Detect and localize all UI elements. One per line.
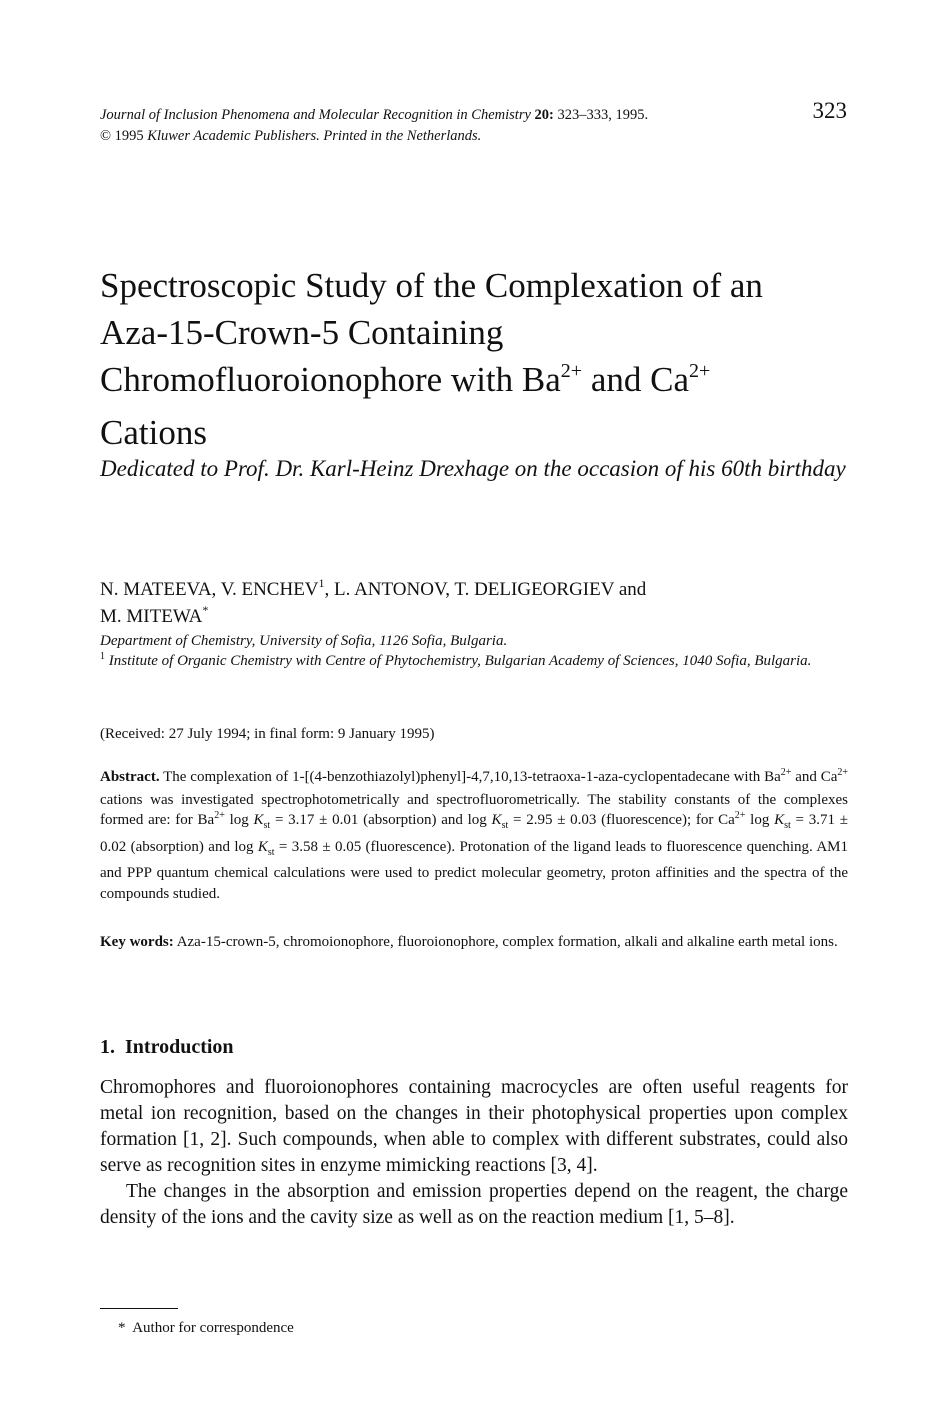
abstract-text: = 2.95 ± 0.03 (fluorescence); for Ca [508, 812, 735, 828]
copyright-line [100, 126, 800, 147]
copyright-year: 1995 [114, 128, 144, 144]
author-line-2 [100, 604, 860, 631]
abstract-text: = 3.58 ± 0.05 (fluorescence). Protonation of the ligand leads to fluorescence quenching. AM1 and PPP quantum chemical calculations were used to predict molecular geometry, proton affinities and the spectra of the compounds studied. [100, 838, 849, 902]
title-line-1: Spectroscopic Study of the Complexation of an [100, 266, 763, 305]
title-text-3: Chromofluoroionophore with Ba [100, 360, 561, 399]
paragraph-2: The changes in the absorption and emission properties depend on the reagent, the charge density of the ions and the cavity size as well as on the reaction medium [1, 5–8]. [100, 1181, 848, 1228]
affiliations [100, 631, 860, 673]
abstract-text: = 3.17 ± 0.01 (absorption) and log [270, 812, 492, 828]
page-number: 323 [812, 98, 847, 123]
section-number: 1. [100, 1036, 115, 1058]
journal-pages-year: 323–333, 1995. [557, 107, 649, 123]
abstract-sub-st: st [263, 820, 271, 831]
received-dates: (Received: 27 July 1994; in final form: 9 January 1995) [100, 726, 435, 742]
paragraph-1: Chromophores and fluoroionophores containing macrocycles are often useful reagents for metal ion recognition, based on the changes in their photophysical properties upon complex formation [1, 2]. Such compounds, when able to complex with different substrates, could also serve as recognition sites in enzyme mimicking reactions [3, 4]. [100, 1077, 848, 1176]
abstract-label: Abstract. [100, 769, 160, 785]
journal-name: Journal of Inclusion Phenomena and Molecular Recognition in Chemistry [100, 107, 531, 123]
keywords [100, 932, 848, 953]
abstract-symbol-k: K [491, 812, 502, 828]
affiliation-2-mark: 1 [100, 651, 105, 662]
abstract-sup: 2+ [734, 810, 746, 821]
keywords-text: Aza-15-crown-5, chromoionophore, fluoroionophore, complex formation, alkali and alkaline earth metal ions. [176, 934, 838, 950]
affiliation-2-text: Institute of Organic Chemistry with Centre of Phytochemistry, Bulgarian Academy of Sciences, 1040 Sofia, Bulgaria. [108, 653, 812, 669]
author-names-1: N. MATEEVA, V. ENCHEV [100, 579, 319, 600]
correspondence-mark: * [202, 603, 209, 617]
journal-volume: 20: [534, 107, 554, 123]
title-line-4: Cations [100, 413, 207, 452]
dedication: Dedicated to Prof. Dr. Karl-Heinz Drexhage on the occasion of his 60th birthday [100, 456, 846, 481]
running-header [100, 105, 800, 147]
abstract-symbol-k: K [257, 838, 268, 855]
abstract-sup: 2+ [780, 767, 792, 778]
abstract-sup: 2+ [214, 810, 225, 821]
abstract-text: = 3.71 ± 0.02 (absorption) and log [100, 812, 848, 855]
abstract-sub-st: st [267, 846, 275, 858]
author-names-2: , L. ANTONOV, T. DELIGEORGIEV and [324, 579, 647, 600]
title-line-2: Aza-15-Crown-5 Containing [100, 313, 504, 352]
abstract-text: log [224, 812, 254, 828]
abstract-text: log [745, 812, 775, 828]
author-line-1 [100, 577, 860, 604]
journal-line [100, 105, 800, 126]
abstract-text: The complexation of 1-[(4-benzothiazolyl)phenyl]-4,7,10,13-tetraoxa-1-aza-cyclopentadecane with Ba [163, 769, 781, 785]
footnote [118, 1320, 618, 1337]
footnote-rule [100, 1308, 178, 1309]
section-heading [100, 1036, 600, 1059]
section-title: Introduction [125, 1036, 234, 1058]
author-affil-mark: 1 [318, 576, 325, 590]
abstract-symbol-k: K [253, 812, 264, 828]
author-names-3: M. MITEWA [100, 606, 203, 627]
title-line-3 [100, 356, 860, 409]
footnote-mark: * [118, 1320, 126, 1336]
footnote-text: Author for correspondence [132, 1320, 294, 1336]
abstract [100, 767, 848, 904]
abstract-text: cations was investigated spectrophotometrically and spectrofluorometrically. The stability constants of the complexes formed are: for Ba [100, 791, 848, 828]
publisher-name: Kluwer Academic Publishers. [147, 128, 320, 144]
copyright-symbol: © [100, 128, 112, 144]
affiliation-2 [100, 651, 860, 673]
keywords-label: Key words: [100, 934, 174, 950]
title-text-and: and Ca [582, 360, 689, 399]
body-text [100, 1075, 848, 1231]
author-list [100, 577, 860, 631]
title-sup-ba: 2+ [560, 360, 583, 382]
abstract-text: and Ca [791, 769, 838, 785]
article-title [100, 262, 860, 456]
printed-note: Printed in the Netherlands. [323, 128, 482, 144]
abstract-symbol-k: K [774, 812, 785, 828]
abstract-sub-st: st [501, 820, 509, 831]
title-sup-ca: 2+ [688, 360, 711, 382]
abstract-sup: 2+ [837, 767, 848, 778]
affiliation-1: Department of Chemistry, University of Sofia, 1126 Sofia, Bulgaria. [100, 633, 508, 649]
abstract-sub-st: st [784, 820, 791, 831]
